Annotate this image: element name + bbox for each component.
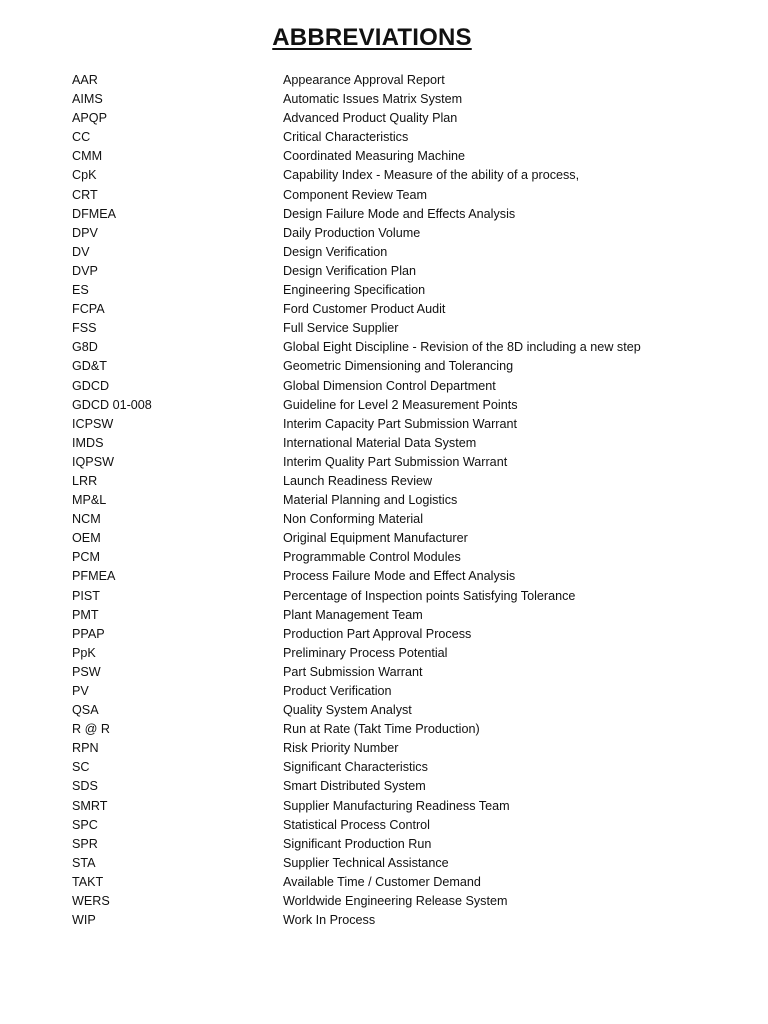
abbreviation-term: WERS xyxy=(72,894,110,909)
abbreviation-definition: Full Service Supplier xyxy=(283,321,399,336)
abbreviation-row xyxy=(72,300,752,319)
abbreviation-row xyxy=(72,377,752,396)
abbreviation-row xyxy=(72,816,752,835)
abbreviation-row xyxy=(72,682,752,701)
abbreviation-row xyxy=(72,243,752,262)
abbreviation-term: NCM xyxy=(72,512,101,527)
abbreviation-row xyxy=(72,147,752,166)
abbreviation-definition: Percentage of Inspection points Satisfying Tolerance xyxy=(283,588,576,603)
abbreviation-row xyxy=(72,224,752,243)
abbreviation-term: CpK xyxy=(72,168,97,183)
abbreviation-term: IMDS xyxy=(72,435,104,450)
abbreviation-row xyxy=(72,90,752,109)
abbreviation-definition: Appearance Approval Report xyxy=(283,73,445,87)
abbreviation-term: CMM xyxy=(72,149,103,164)
abbreviation-definition: Interim Capacity Part Submission Warrant xyxy=(283,416,517,431)
abbreviation-row xyxy=(72,166,752,185)
abbreviation-row xyxy=(72,644,752,663)
abbreviation-term: ICPSW xyxy=(72,416,114,431)
abbreviation-row xyxy=(72,338,752,357)
abbreviation-row xyxy=(72,262,752,281)
abbreviation-definition: Interim Quality Part Submission Warrant xyxy=(283,454,508,469)
abbreviation-definition: Plant Management Team xyxy=(283,607,423,622)
abbreviation-definition: Material Planning and Logistics xyxy=(283,493,458,508)
abbreviation-row xyxy=(72,491,752,510)
abbreviation-row xyxy=(72,396,752,415)
abbreviation-definition: Significant Characteristics xyxy=(283,760,428,775)
abbreviation-row xyxy=(72,625,752,644)
abbreviation-term: GDCD 01-008 xyxy=(72,397,152,412)
abbreviation-row xyxy=(72,109,752,128)
abbreviation-term: GDCD xyxy=(72,378,110,393)
abbreviation-term: APQP xyxy=(72,111,107,126)
abbreviation-definition: Design Verification xyxy=(283,244,388,259)
abbreviation-term: PFMEA xyxy=(72,569,116,584)
abbreviation-term: AIMS xyxy=(72,92,103,107)
abbreviation-term: R @ R xyxy=(72,722,110,737)
abbreviation-definition: Process Failure Mode and Effect Analysis xyxy=(283,569,516,584)
abbreviation-term: DV xyxy=(72,244,90,259)
abbreviation-row xyxy=(72,739,752,758)
abbreviation-term: WIP xyxy=(72,913,96,928)
abbreviation-definition: Statistical Process Control xyxy=(283,817,430,832)
abbreviation-definition: Advanced Product Quality Plan xyxy=(283,111,458,126)
abbreviation-term: STA xyxy=(72,855,96,870)
abbreviation-definition: Work In Process xyxy=(283,913,376,928)
abbreviation-definition: Engineering Specification xyxy=(283,283,426,298)
abbreviation-definition: Capability Index - Measure of the ability of a process, xyxy=(283,168,580,183)
abbreviation-term: PIST xyxy=(72,588,100,603)
abbreviation-definition: Design Verification Plan xyxy=(283,263,417,278)
abbreviation-definition: Global Dimension Control Department xyxy=(283,378,496,393)
abbreviation-definition: Run at Rate (Takt Time Production) xyxy=(283,722,480,737)
abbreviation-row xyxy=(72,606,752,625)
abbreviation-definition: Original Equipment Manufacturer xyxy=(283,531,468,546)
abbreviation-definition: Preliminary Process Potential xyxy=(283,645,448,660)
abbreviation-term: SPC xyxy=(72,817,98,832)
abbreviation-row xyxy=(72,587,752,606)
abbreviation-row xyxy=(72,319,752,338)
abbreviation-term: SC xyxy=(72,760,90,775)
abbreviation-definition: Risk Priority Number xyxy=(283,741,399,756)
abbreviation-term: PPAP xyxy=(72,626,105,641)
abbreviation-term: DFMEA xyxy=(72,206,117,221)
abbreviation-row xyxy=(72,548,752,567)
abbreviation-term: DPV xyxy=(72,225,98,240)
abbreviation-row xyxy=(72,71,752,90)
abbreviation-definition: Design Failure Mode and Effects Analysis xyxy=(283,206,516,221)
abbreviation-definition: Product Verification xyxy=(283,684,392,698)
abbreviation-term: TAKT xyxy=(72,874,104,889)
abbreviation-term: G8D xyxy=(72,340,98,355)
abbreviation-row xyxy=(72,911,752,930)
abbreviation-definition: Daily Production Volume xyxy=(283,225,421,240)
abbreviation-row xyxy=(72,415,752,434)
abbreviation-term: MP&L xyxy=(72,493,107,508)
abbreviation-definition: Launch Readiness Review xyxy=(283,473,433,488)
abbreviation-term: CC xyxy=(72,130,91,145)
abbreviation-term: LRR xyxy=(72,473,98,488)
abbreviation-row xyxy=(72,854,752,873)
abbreviation-definition: Smart Distributed System xyxy=(283,779,426,794)
abbreviation-row xyxy=(72,797,752,816)
abbreviation-definition: Non Conforming Material xyxy=(283,512,423,527)
abbreviation-row xyxy=(72,472,752,491)
abbreviation-row xyxy=(72,835,752,854)
abbreviation-definition: Significant Production Run xyxy=(283,836,432,851)
abbreviation-term: SDS xyxy=(72,779,98,794)
abbreviation-row xyxy=(72,663,752,682)
abbreviation-term: ES xyxy=(72,283,89,298)
abbreviation-list xyxy=(72,71,752,930)
abbreviation-term: CRT xyxy=(72,187,98,202)
abbreviation-term: PSW xyxy=(72,664,101,679)
abbreviation-row xyxy=(72,701,752,720)
abbreviation-row xyxy=(72,357,752,376)
abbreviation-definition: Available Time / Customer Demand xyxy=(283,874,481,889)
abbreviation-term: RPN xyxy=(72,741,99,756)
abbreviation-term: PpK xyxy=(72,645,96,660)
abbreviation-definition: Quality System Analyst xyxy=(283,703,412,718)
abbreviation-definition: Component Review Team xyxy=(283,187,427,202)
abbreviation-row xyxy=(72,777,752,796)
page-title: ABBREVIATIONS xyxy=(272,24,472,51)
abbreviation-definition: Geometric Dimensioning and Tolerancing xyxy=(283,359,514,374)
abbreviation-row xyxy=(72,567,752,586)
abbreviation-term: FSS xyxy=(72,321,97,336)
abbreviation-definition: Critical Characteristics xyxy=(283,130,409,145)
abbreviation-definition: Worldwide Engineering Release System xyxy=(283,894,508,909)
abbreviation-row xyxy=(72,758,752,777)
abbreviation-term: SMRT xyxy=(72,798,108,813)
abbreviation-row xyxy=(72,281,752,300)
abbreviation-definition: Coordinated Measuring Machine xyxy=(283,149,466,164)
abbreviation-term: DVP xyxy=(72,263,98,278)
abbreviation-row xyxy=(72,720,752,739)
abbreviation-term: OEM xyxy=(72,531,101,546)
abbreviation-definition: Ford Customer Product Audit xyxy=(283,302,446,317)
abbreviation-term: PMT xyxy=(72,607,99,622)
abbreviation-row xyxy=(72,873,752,892)
abbreviation-definition: Programmable Control Modules xyxy=(283,550,461,565)
abbreviation-row xyxy=(72,205,752,224)
abbreviation-definition: Supplier Technical Assistance xyxy=(283,855,449,870)
abbreviation-row xyxy=(72,434,752,453)
abbreviation-term: PV xyxy=(72,684,89,698)
abbreviation-term: SPR xyxy=(72,836,98,851)
abbreviation-definition: Automatic Issues Matrix System xyxy=(283,92,463,107)
abbreviation-row xyxy=(72,529,752,548)
abbreviation-row xyxy=(72,453,752,472)
abbreviation-row xyxy=(72,128,752,147)
abbreviation-definition: Guideline for Level 2 Measurement Points xyxy=(283,397,518,412)
abbreviation-term: AAR xyxy=(72,73,98,87)
abbreviation-term: PCM xyxy=(72,550,100,565)
abbreviation-term: FCPA xyxy=(72,302,105,317)
abbreviation-row xyxy=(72,892,752,911)
abbreviation-definition: Global Eight Discipline - Revision of the 8D including a new step xyxy=(283,340,641,355)
abbreviation-row xyxy=(72,510,752,529)
abbreviation-term: IQPSW xyxy=(72,454,114,469)
abbreviation-row xyxy=(72,186,752,205)
abbreviation-definition: International Material Data System xyxy=(283,435,477,450)
abbreviation-definition: Part Submission Warrant xyxy=(283,664,423,679)
abbreviation-definition: Production Part Approval Process xyxy=(283,626,472,641)
abbreviation-term: GD&T xyxy=(72,359,107,374)
abbreviation-definition: Supplier Manufacturing Readiness Team xyxy=(283,798,510,813)
abbreviation-term: QSA xyxy=(72,703,99,718)
